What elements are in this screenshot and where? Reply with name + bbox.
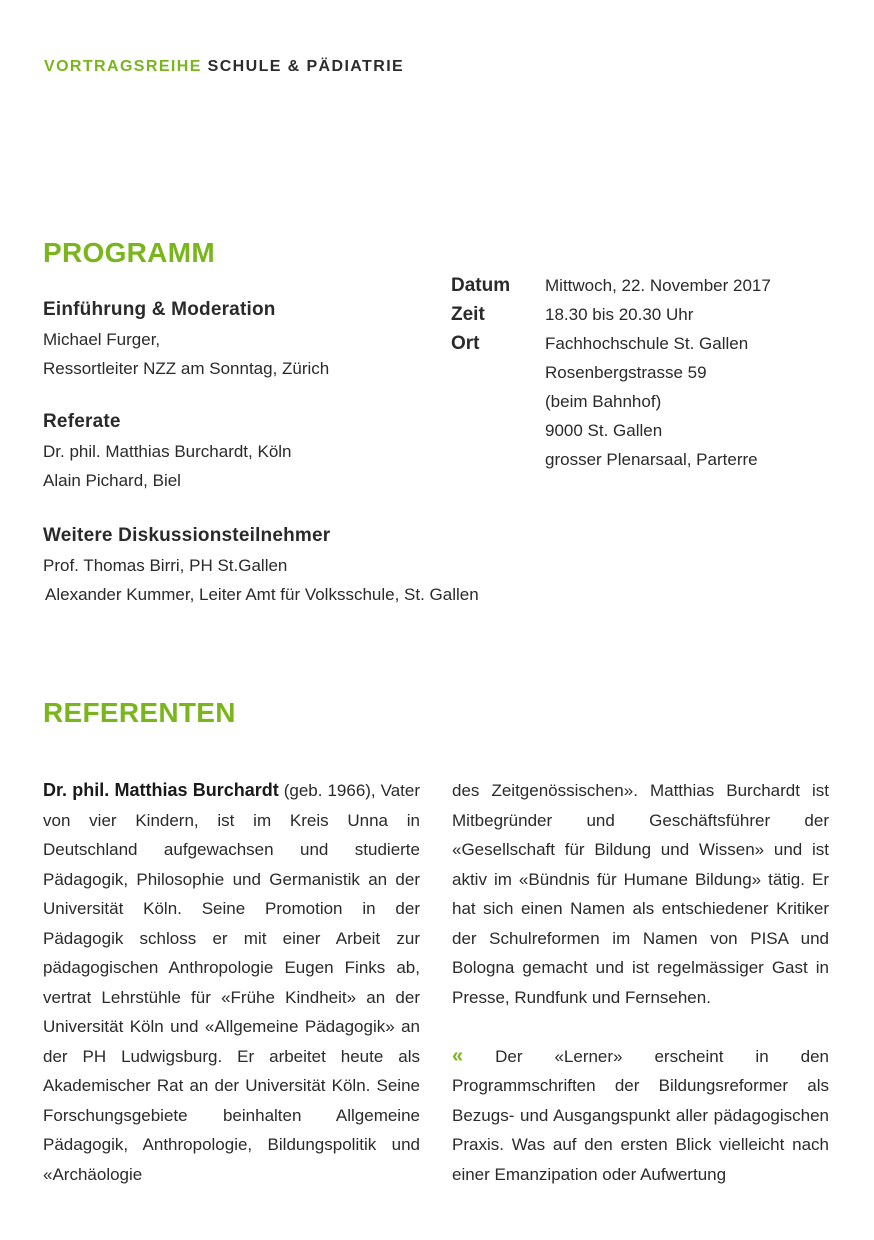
diskussion-line: Prof. Thomas Birri, PH St.Gallen [43, 556, 288, 575]
ort-line: 9000 St. Gallen [545, 421, 663, 440]
zeit-label: Zeit [451, 304, 485, 325]
referate-line: Alain Pichard, Biel [43, 471, 181, 490]
bio-column-right [452, 776, 829, 1189]
quote-mark-icon: « [452, 1044, 464, 1067]
bio-text-left: (geb. 1966), Vater von vier Kindern, ist im Kreis Unna in Deutschland aufgewachsen und studierte Pädagogik, Philosophie und Germanistik an der Universität Köln. Seine Promotion in der Pädagogik schloss er mit einer Arbeit zur pädagogischen Anthropologie Eugen Finks ab, vertrat Lehrstühle für «Frühe Kindheit» an der Universität Köln und «Allgemeine Pädagogik» an der PH Ludwigsburg. Er arbeitet heute als Akademischer Rat an der Universität Köln. Seine Forschungsgebiete beinhalten Allgemeine Pädagogik, Anthropologie, Bildungspolitik und «Archäologie [43, 781, 420, 1184]
datum-row [451, 271, 771, 300]
datum-value: Mittwoch, 22. November 2017 [545, 276, 771, 295]
bio-paragraph [43, 776, 420, 1189]
moderation-block [43, 295, 329, 383]
moderation-line: Ressortleiter NZZ am Sonntag, Zürich [43, 359, 330, 378]
ort-row [451, 329, 771, 474]
speaker-name: Dr. phil. Matthias Burchardt [43, 780, 279, 800]
quote-text: Der «Lerner» erscheint in den Programmschriften der Bildungsreformer als Bezugs- und Ausgangspunkt aller pädagogischen Praxis. Was auf den ersten Blick vielleicht nach einer Emanzipation oder Aufwertung [452, 1046, 829, 1184]
event-info [451, 271, 771, 474]
diskussion-heading: Weitere Diskussionsteilnehmer [43, 525, 331, 546]
referate-heading: Referate [43, 411, 121, 432]
topic-label: SCHULE & PÄDIATRIE [207, 58, 405, 75]
series-label: VORTRAGSREIHE [44, 58, 202, 75]
datum-label: Datum [451, 275, 511, 296]
diskussion-line: Alexander Kummer, Leiter Amt für Volksschule, St. Gallen [45, 585, 479, 604]
ort-label: Ort [451, 333, 480, 354]
zeit-value: 18.30 bis 20.30 Uhr [545, 305, 694, 324]
ort-line: grosser Plenarsaal, Parterre [545, 450, 758, 469]
ort-line: (beim Bahnhof) [545, 392, 662, 411]
ort-line: Rosenbergstrasse 59 [545, 363, 707, 382]
moderation-heading: Einführung & Moderation [43, 299, 276, 320]
ort-line: Fachhochschule St. Gallen [545, 334, 749, 353]
quote-paragraph [452, 1042, 829, 1190]
diskussion-block [43, 521, 479, 609]
referate-block [43, 407, 292, 495]
page-header [44, 58, 404, 76]
moderation-line: Michael Furger, [43, 330, 161, 349]
referenten-title: REFERENTEN [43, 697, 236, 728]
programm-title: PROGRAMM [43, 237, 215, 268]
bio-text-right: des Zeitgenössischen». Matthias Burchardt ist Mitbegründer und Geschäftsführer der «Gesellschaft für Bildung und Wissen» und ist aktiv im «Bündnis für Humane Bildung» tätig. Er hat sich einen Namen als entschiedener Kritiker der Schulreformen im Namen von PISA und Bologna gemacht und ist regelmässiger Gast in Presse, Rundfunk und Fernsehen. [452, 781, 829, 1007]
referate-line: Dr. phil. Matthias Burchardt, Köln [43, 442, 292, 461]
bio-column-left [43, 776, 420, 1189]
zeit-row [451, 300, 771, 329]
